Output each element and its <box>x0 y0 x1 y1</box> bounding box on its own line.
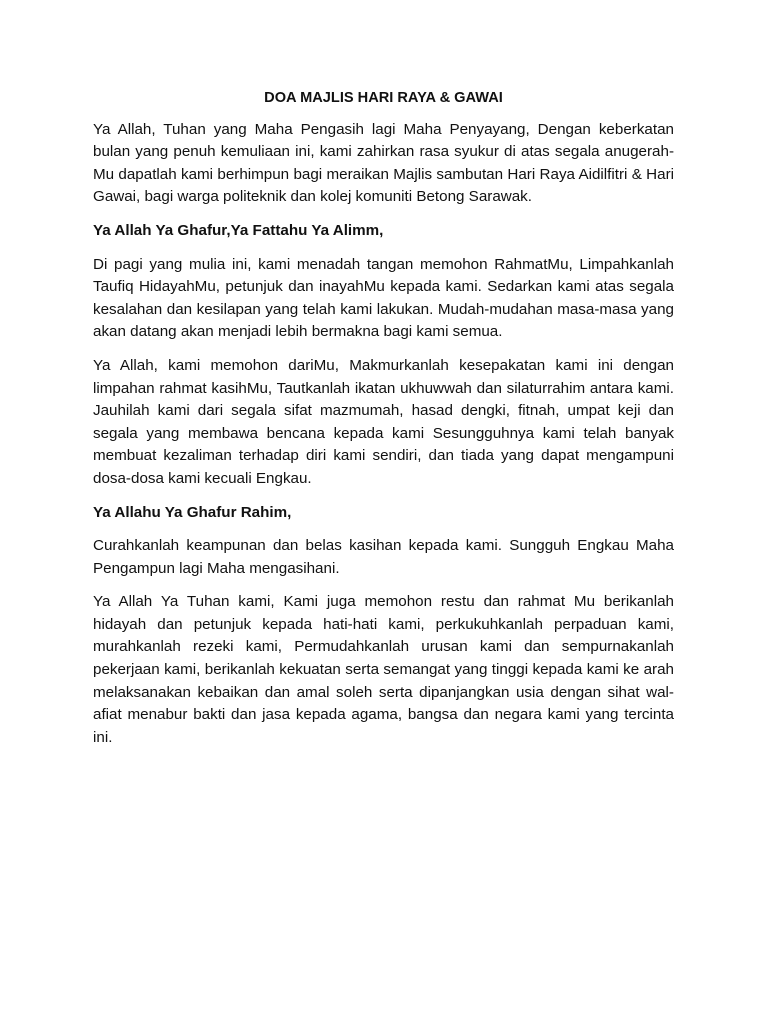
paragraph-unity-prayer: Ya Allah, kami memohon dariMu, Makmurkanlah kesepakatan kami ini dengan limpahan rahmat kasihMu, Tautkanlah ikatan ukhuwwah dan silaturrahim antara kami. Jauhilah kami dari segala sifat mazmumah, hasad dengki, fitnah, umpat keji dan segala yang membawa bencana kepada kami Sesungguhnya kami telah banyak membuat kezaliman terhadap diri kami sendiri, dan tiada yang dapat mengampuni dosa-dosa kami kecuali Engkau. <box>93 356 674 487</box>
paragraph-morning-prayer: Di pagi yang mulia ini, kami menadah tangan memohon RahmatMu, Limpahkanlah Taufiq HidayahMu, petunjuk dan inayahMu kepada kami. Sedarkan kami atas segala kesalahan dan kesilapan yang telah kami lakukan. Mudah-mudahan masa-masa yang akan datang akan menjadi lebih bermakna bagi kami semua. <box>93 255 674 341</box>
paragraph-forgiveness: Curahkanlah keampunan dan belas kasihan kepada kami. Sungguh Engkau Maha Pengampun lagi Maha mengasihani. <box>93 537 674 577</box>
invocation-heading-2: Ya Allahu Ya Ghafur Rahim, <box>93 503 292 521</box>
document-page <box>93 87 674 760</box>
paragraph-closing: Ya Allah Ya Tuhan kami, Kami juga memohon restu dan rahmat Mu berikanlah hidayah dan petunjuk kepada hati-hati kami, perkukuhkanlah perpaduan kami, murahkanlah rezeki kami, Permudahkanlah urusan kami dan sempurnakanlah pekerjaan kami, berikanlah kekuatan serta semangat yang tinggi kepada kami ke arah melaksanakan kebaikan dan amal soleh serta dipanjangkan usia dengan sihat wal-afiat menabur bakti dan jasa kepada agama, bangsa dan negara kami yang tercinta ini. <box>93 593 674 746</box>
document-title: DOA MAJLIS HARI RAYA & GAWAI <box>264 90 503 106</box>
invocation-heading-1: Ya Allah Ya Ghafur,Ya Fattahu Ya Alimm, <box>93 221 384 239</box>
paragraph-opening: Ya Allah, Tuhan yang Maha Pengasih lagi Maha Penyayang, Dengan keberkatan bulan yang penuh kemuliaan ini, kami zahirkan rasa syukur di atas segala anugerah-Mu dapatlah kami berhimpun bagi meraikan Majlis sambutan Hari Raya Aidilfitri & Hari Gawai, bagi warga politeknik dan kolej komuniti Betong Sarawak. <box>93 120 674 206</box>
